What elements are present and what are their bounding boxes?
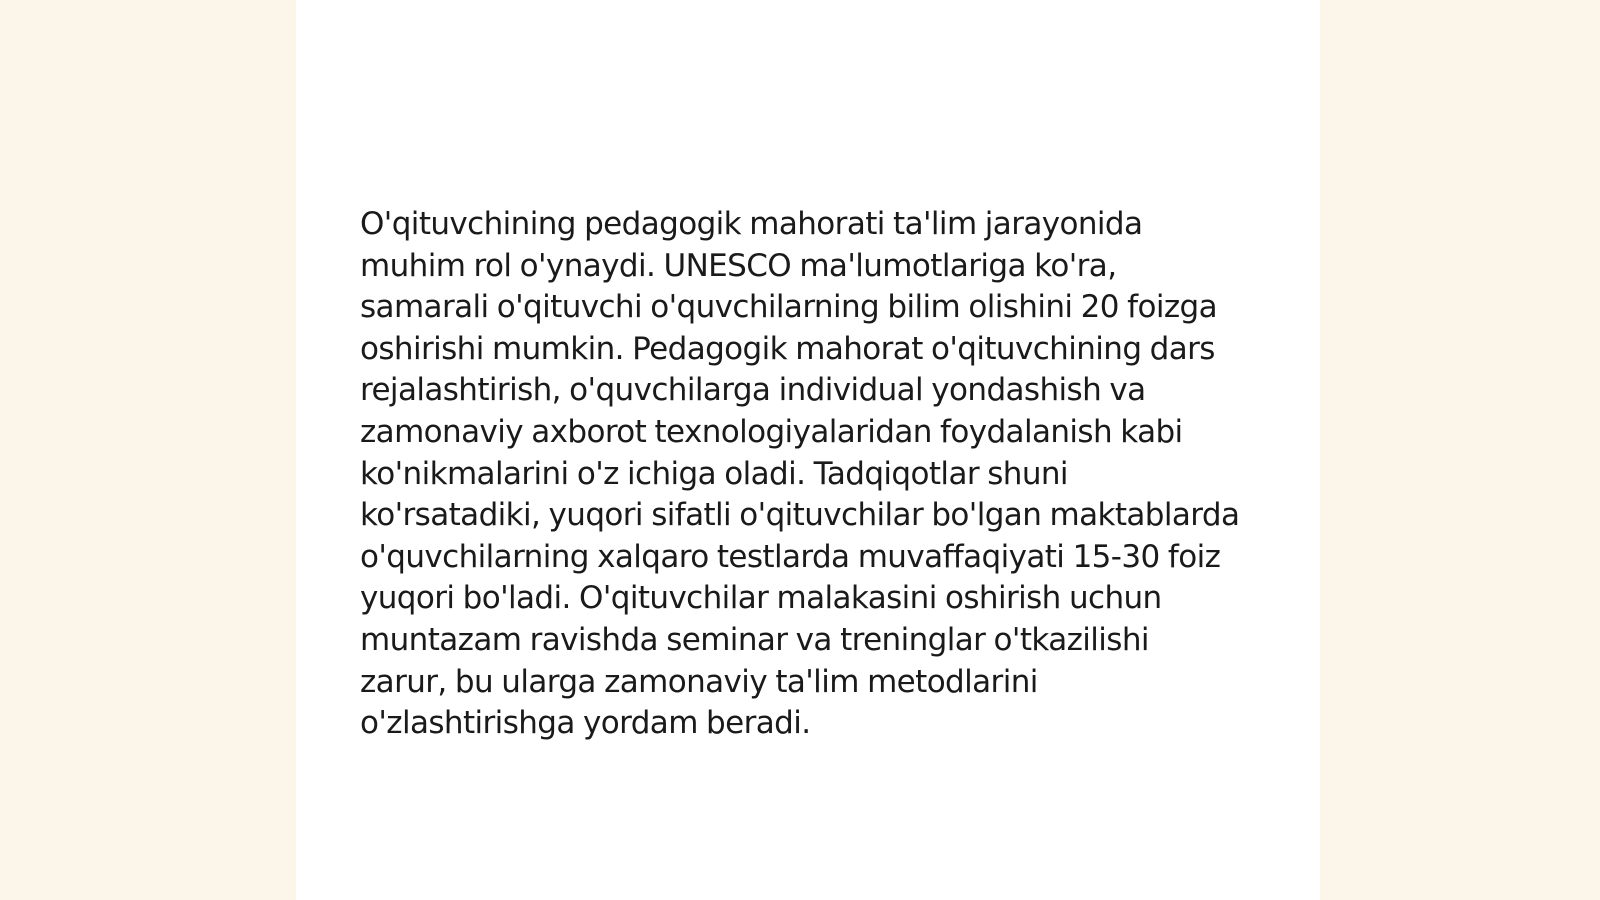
document-page — [296, 0, 1320, 900]
body-paragraph: O'qituvchining pedagogik mahorati ta'lim jarayonida muhim rol o'ynaydi. UNESCO ma'lumotlariga ko'ra, samarali o'qituvchi o'quvchilarning bilim olishini 20 foizga oshirishi mumkin. Pedagogik mahorat o'qituvchining dars rejalashtirish, o'quvchilarga individual yondashish va zamonaviy axborot texnologiyalaridan foydalanish kabi ko'nikmalarini o'z ichiga oladi. Tadqiqotlar shuni ko'rsatadiki, yuqori sifatli o'qituvchilar bo'lgan maktablarda o'quvchilarning xalqaro testlarda muvaffaqiyati 15-30 foiz yuqori bo'ladi. O'qituvchilar malakasini oshirish uchun muntazam ravishda seminar va treninglar o'tkazilishi zarur, bu ularga zamonaviy ta'lim metodlarini o'zlashtirishga yordam beradi. — [360, 206, 1240, 742]
